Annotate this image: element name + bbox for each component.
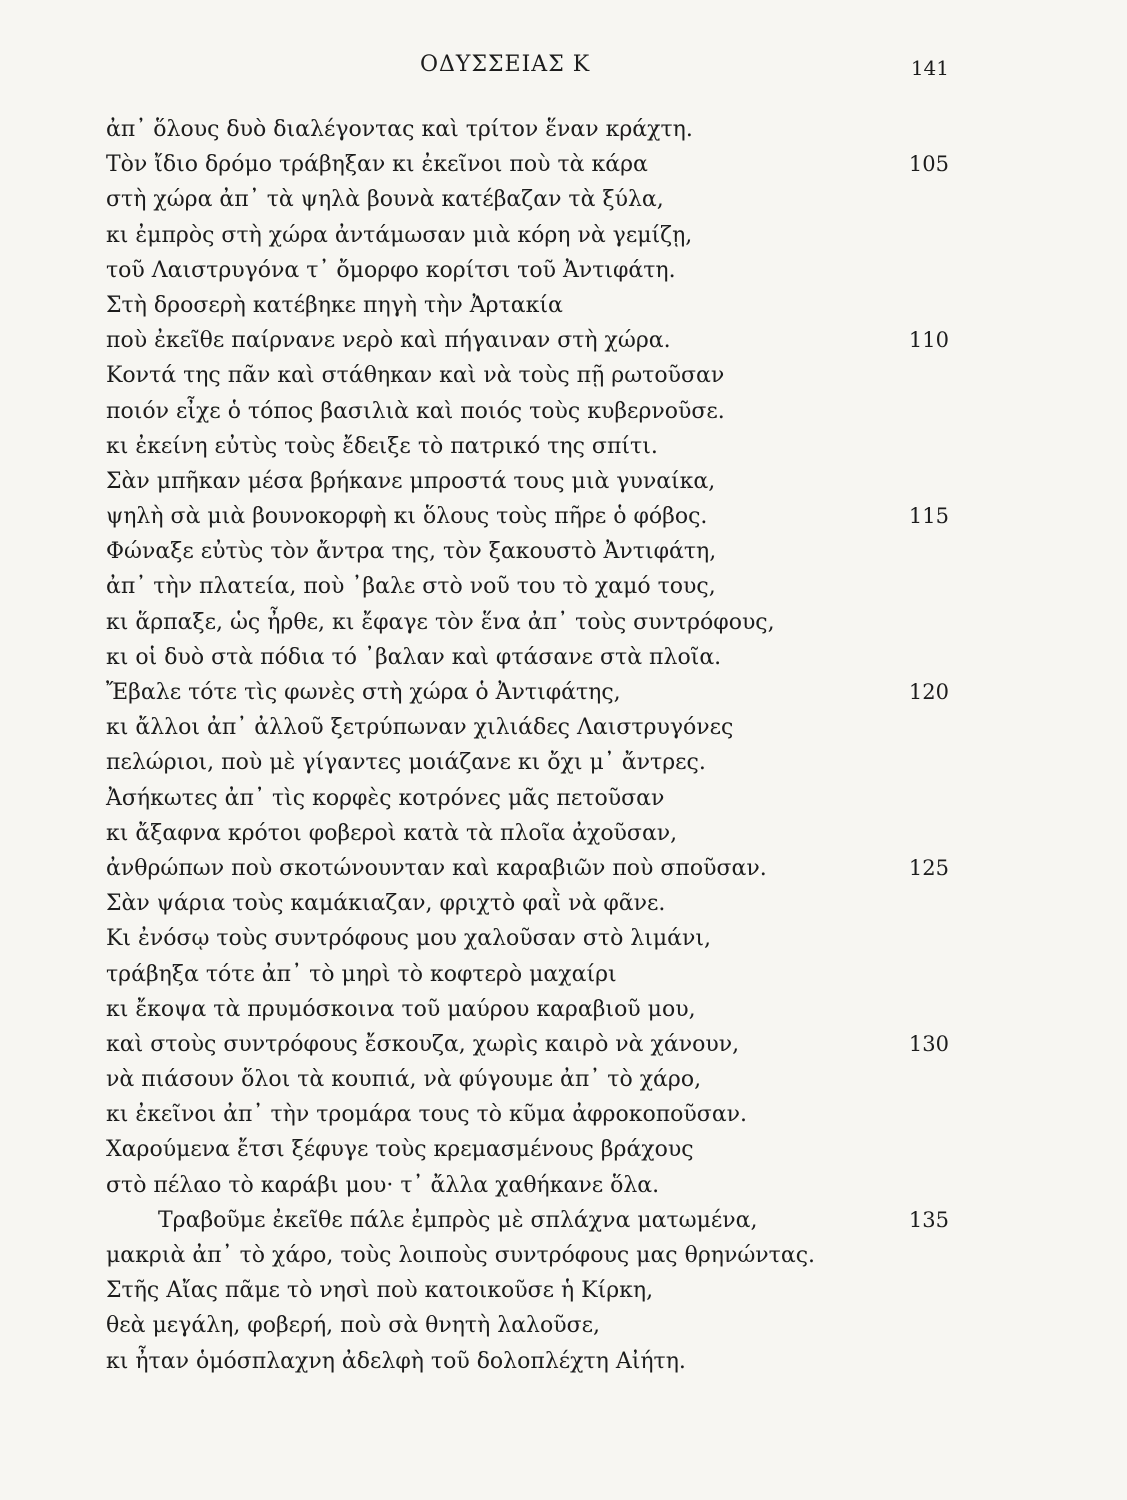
page-header [0,52,1127,86]
verse-line [0,886,1127,921]
verse-line [0,992,1127,1027]
verse-line [0,640,1127,675]
verse-line [0,253,1127,288]
verse-text: Στὴ δροσερὴ κατέβηκε πηγὴ τὴν Ἀρτακία [106,292,563,318]
verse-line [0,1062,1127,1097]
verse-line [0,358,1127,393]
verse-line [0,147,1127,182]
verse-line [0,921,1127,956]
verse-line [0,1273,1127,1308]
verse-line [0,710,1127,745]
poem-text [0,112,1127,1379]
verse-line [0,499,1127,534]
verse-text: κι ἅρπαξε, ὡς ἦρθε, κι ἔφαγε τὸν ἕνα ἀπ᾽ τοὺς συντρόφους, [106,609,775,635]
verse-line [0,534,1127,569]
verse-text: κι ἐκεῖνοι ἀπ᾽ τὴν τρομάρα τους τὸ κῦμα ἀφροκοποῦσαν. [106,1102,748,1128]
line-number: 130 [908,1031,949,1056]
verse-line [0,323,1127,358]
verse-line [0,218,1127,253]
verse-text: ψηλὴ σὰ μιὰ βουνοκορφὴ κι ὅλους τοὺς πῆρε ὁ φόβος. [106,504,708,530]
verse-text: κι ἦταν ὁμόσπλαχνη ἀδελφὴ τοῦ δολοπλέχτη Αἰήτη. [106,1348,686,1374]
verse-text: Κοντά της πᾶν καὶ στάθηκαν καὶ νὰ τοὺς πῇ ρωτοῦσαν [106,363,725,389]
verse-line [0,781,1127,816]
verse-text: ἀνθρώπων ποὺ σκοτώνουνταν καὶ καραβιῶν ποὺ σποῦσαν. [106,855,767,881]
verse-text: κι ἄξαφνα κρότοι φοβεροὶ κατὰ τὰ πλοῖα ἀχοῦσαν, [106,820,678,846]
verse-text: Φώναξε εὐτὺς τὸν ἄντρα της, τὸν ξακουστὸ Ἀντιφάτη, [106,539,717,565]
verse-text: Τραβοῦμε ἐκεῖθε πάλε ἐμπρὸς μὲ σπλάχνα ματωμένα, [158,1207,758,1233]
verse-text: ἀπ᾽ ὅλους δυὸ διαλέγοντας καὶ τρίτον ἕναν κράχτη. [106,117,693,142]
verse-line [0,957,1127,992]
verse-text: Τὸν ἴδιο δρόμο τράβηξαν κι ἐκεῖνοι ποὺ τὰ κάρα [106,152,648,178]
verse-text: ποιόν εἶχε ὁ τόπος βασιλιὰ καὶ ποιός τοὺς κυβερνοῦσε. [106,398,725,424]
verse-line [0,1132,1127,1167]
verse-text: θεὰ μεγάλη, φοβερή, ποὺ σὰ θνητὴ λαλοῦσε, [106,1313,601,1339]
verse-line [0,1238,1127,1273]
line-number: 125 [908,855,949,880]
running-title: ΟΔΥΣΣΕΙΑΣ Κ [420,52,591,77]
line-number: 135 [908,1207,949,1232]
verse-text: μακριὰ ἀπ᾽ τὸ χάρο, τοὺς λοιποὺς συντρόφους μας θρηνώντας. [106,1243,816,1268]
verse-text: κι ἄλλοι ἀπ᾽ ἀλλοῦ ξετρύπωναν χιλιάδες Λαιστρυγόνες [106,715,734,741]
verse-line [0,429,1127,464]
verse-line [0,112,1127,147]
verse-line [0,1308,1127,1343]
line-number: 110 [908,328,949,353]
verse-line [0,1097,1127,1132]
verse-line [0,1027,1127,1062]
verse-text: Στῆς Αἴας πᾶμε τὸ νησὶ ποὺ κατοικοῦσε ἡ Κίρκη, [106,1278,654,1304]
verse-text: στὸ πέλαο τὸ καράβι μου· τ᾽ ἄλλα χαθήκανε ὅλα. [106,1172,660,1198]
verse-text: κι ἔκοψα τὰ πρυμόσκοινα τοῦ μαύρου καραβιοῦ μου, [106,996,696,1022]
verse-text: καὶ στοὺς συντρόφους ἔσκουζα, χωρὶς καιρὸ νὰ χάνουν, [106,1031,740,1057]
verse-text: τοῦ Λαιστρυγόνα τ᾽ ὄμορφο κορίτσι τοῦ Ἀντιφάτη. [106,257,676,283]
line-number: 120 [908,680,949,704]
verse-line [0,182,1127,217]
verse-text: Ἀσήκωτες ἀπ᾽ τὶς κορφὲς κοτρόνες μᾶς πετοῦσαν [106,785,665,811]
verse-line [0,1344,1127,1379]
verse-text: Ἔβαλε τότε τὶς φωνὲς στὴ χώρα ὁ Ἀντιφάτης, [106,680,621,705]
verse-line [0,288,1127,323]
verse-line [0,394,1127,429]
verse-text: Σὰν ψάρια τοὺς καμάκιαζαν, φριχτὸ φαῒ νὰ φᾶνε. [106,891,666,917]
page-number: 141 [910,56,949,80]
verse-text: ἀπ᾽ τὴν πλατεία, ποὺ ᾽βαλε στὸ νοῦ του τὸ χαμό τους, [106,574,716,600]
verse-text: Χαρούμενα ἔτσι ξέφυγε τοὺς κρεμασμένους βράχους [106,1137,694,1163]
verse-line [0,745,1127,780]
verse-text: ποὺ ἐκεῖθε παίρνανε νερὸ καὶ πήγαιναν στὴ χώρα. [106,328,671,354]
verse-text: κι ἐκείνη εὐτὺς τοὺς ἔδειξε τὸ πατρικό της σπίτι. [106,433,658,459]
line-number: 115 [908,504,949,529]
verse-line [0,816,1127,851]
verse-line [0,1203,1127,1238]
verse-line [0,569,1127,604]
verse-line [0,851,1127,886]
line-number: 105 [908,152,949,177]
verse-text: Σὰν μπῆκαν μέσα βρήκανε μπροστά τους μιὰ γυναίκα, [106,468,716,494]
verse-text: στὴ χώρα ἀπ᾽ τὰ ψηλὰ βουνὰ κατέβαζαν τὰ ξύλα, [106,187,664,213]
verse-text: κι οἱ δυὸ στὰ πόδια τό ᾽βαλαν καὶ φτάσανε στὰ πλοῖα. [106,644,722,670]
verse-text: κι ἐμπρὸς στὴ χώρα ἀντάμωσαν μιὰ κόρη νὰ γεμίζῃ, [106,222,693,248]
verse-line [0,605,1127,640]
verse-line [0,675,1127,710]
verse-line [0,1168,1127,1203]
verse-line [0,464,1127,499]
verse-text: τράβηξα τότε ἀπ᾽ τὸ μηρὶ τὸ κοφτερὸ μαχαίρι [106,961,617,987]
verse-text: Κι ἐνόσῳ τοὺς συντρόφους μου χαλοῦσαν στὸ λιμάνι, [106,926,712,952]
verse-text: νὰ πιάσουν ὅλοι τὰ κουπιά, νὰ φύγουμε ἀπ᾽ τὸ χάρο, [106,1067,702,1093]
verse-text: πελώριοι, ποὺ μὲ γίγαντες μοιάζανε κι ὄχι μ᾽ ἄντρες. [106,750,706,776]
